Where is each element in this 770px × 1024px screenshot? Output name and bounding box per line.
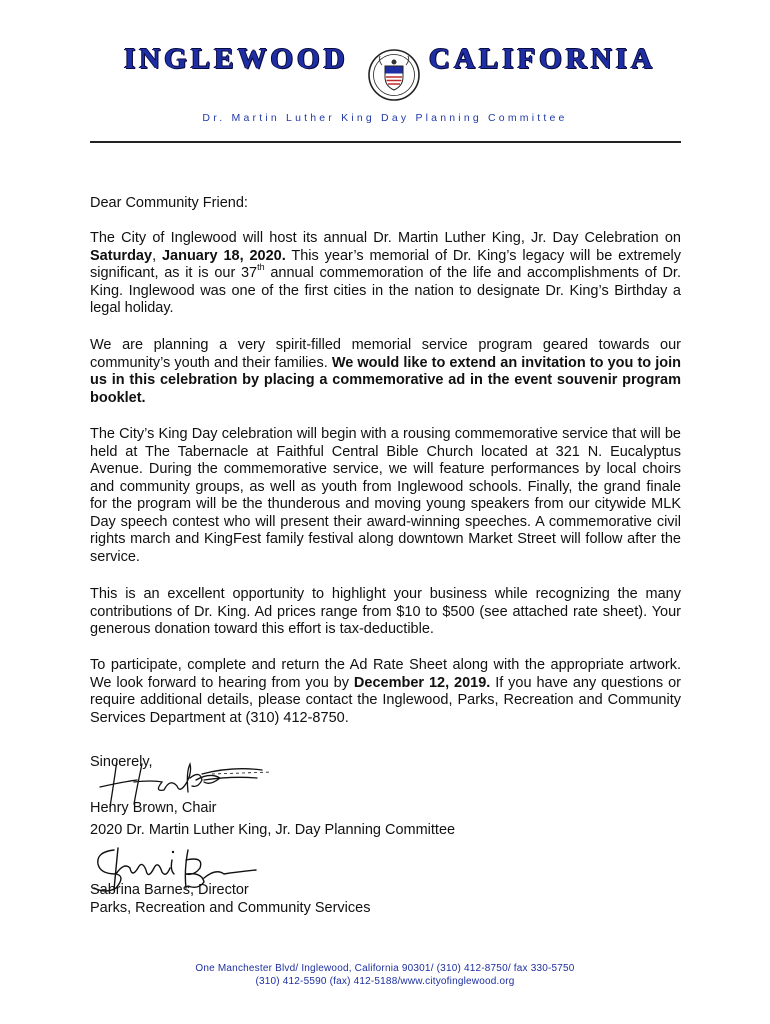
signer-1-name: Henry Brown, Chair	[90, 800, 217, 816]
paragraph-5: To participate, complete and return the Ad Rate Sheet along with the appropriate artwork. We look forward to hearing from you by December 12, 2019. If you have any questions or require additional details, please contact the Inglewood, Parks, Recreation and Community Services Department at (310) 412-8750.	[90, 657, 681, 726]
footer-contact: (310) 412-5590 (fax) 412-5188/www.cityofinglewood.org	[255, 976, 515, 987]
letterhead-state: CALIFORNIA	[429, 43, 656, 75]
letterhead-city: INGLEWOOD	[124, 43, 349, 75]
signer-2-name: Sabrina Barnes, Director	[90, 882, 249, 898]
salutation: Dear Community Friend:	[90, 195, 248, 211]
paragraph-1: The City of Inglewood will host its annual Dr. Martin Luther King, Jr. Day Celebration on Saturday, January 18, 2020. This year’s memorial of Dr. King’s legacy will be extremely significant, as it is our 37th annual commemoration of the life and accomplishments of Dr. King. Inglewood was one of the first cities in the nation to designate Dr. King’s Birthday a legal holiday.	[90, 230, 682, 316]
signer-1-title: 2020 Dr. Martin Luther King, Jr. Day Planning Committee	[90, 822, 456, 838]
paragraph-3: The City’s King Day celebration will begin with a rousing commemorative service that will be held at The Tabernacle at Faithful Central Bible Church located at 321 N. Eucalyptus Avenue. During the commemorative service, we will feature performances by local choirs and community groups, as well as youth from Inglewood schools. Finally, the grand finale for the program will be the thunderous and moving young speakers from our citywide MLK Day speech contest who will present their award-winning speeches. A commemorative civil rights march and KingFest family festival along downtown Market Street will follow after the service.	[90, 426, 681, 565]
paragraph-2: We are planning a very spirit-filled memorial service program geared towards our community’s youth and their families. We would like to extend an invitation to you to join us in this celebration by placing a commemorative ad in the event souvenir program booklet.	[90, 337, 681, 406]
letterhead-subtitle: Dr. Martin Luther King Day Planning Committee	[202, 112, 568, 124]
footer-address: One Manchester Blvd/ Inglewood, California 90301/ (310) 412-8750/ fax 330-5750	[195, 963, 575, 974]
closing: Sincerely,	[90, 754, 153, 770]
city-seal-icon	[368, 44, 420, 106]
paragraph-4: This is an excellent opportunity to highlight your business while recognizing the many contributions of Dr. King. Ad prices range from $10 to $500 (see attached rate sheet). Your generous donation toward this effort is tax-deductible.	[90, 586, 681, 637]
header-divider	[90, 141, 681, 143]
signer-2-title: Parks, Recreation and Community Services	[90, 900, 371, 916]
